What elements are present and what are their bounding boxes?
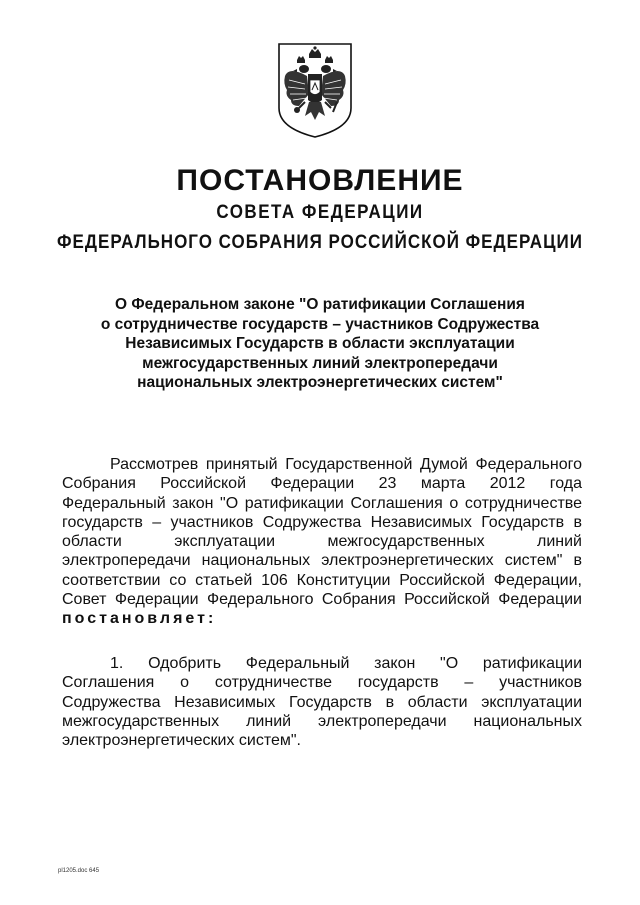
- body-line: Соглашения о сотрудничестве государств – участников: [62, 674, 582, 692]
- document-title: ПОСТАНОВЛЕНИЕ: [176, 164, 464, 197]
- subject-line: межгосударственных линий электропередачи: [142, 354, 498, 372]
- resolution-verb: постановляет:: [62, 610, 217, 628]
- subject-line: Независимых Государств в области эксплуатации: [125, 335, 515, 352]
- document-subtitle-council: СОВЕТА ФЕДЕРАЦИИ: [216, 200, 424, 223]
- body-line: Совет Федерации Федерального Собрания Российской Федерации: [62, 591, 582, 609]
- subject-line: о сотрудничестве государств – участников Содружества: [100, 315, 540, 333]
- body-paragraph-preamble: [62, 455, 582, 629]
- body-line: государств – участников Содружества Независимых Государств в: [62, 513, 582, 531]
- body-line: электропередачи национальных электроэнергетических систем" в: [62, 552, 582, 570]
- subject-line: национальных электроэнергетических систем": [137, 374, 503, 391]
- body-line: 1. Одобрить Федеральный закон "О ратификации: [110, 655, 582, 672]
- document-subtitle-assembly: ФЕДЕРАЛЬНОГО СОБРАНИЯ РОССИЙСКОЙ ФЕДЕРАЦИИ: [57, 230, 583, 253]
- body-line: Рассмотрев принятый Государственной Думой Федерального: [110, 456, 582, 473]
- body-line: Содружества Независимых Государств в области эксплуатации: [62, 693, 582, 711]
- document-code: pl1205.doc 645: [58, 868, 100, 874]
- body-line: соответствии со статьей 106 Конституции Российской Федерации,: [62, 571, 582, 589]
- subject-line: О Федеральном законе "О ратификации Соглашения: [115, 296, 525, 313]
- body-line: Федеральный закон "О ратификации Соглашения о сотрудничестве: [62, 494, 582, 512]
- body-paragraph-clause-1: [62, 654, 582, 750]
- body-line: межгосударственных линий электропередачи национальных: [62, 712, 582, 730]
- body-line: Собрания Российской Федерации 23 марта 2012 года: [62, 475, 582, 493]
- body-line: электроэнергетических систем".: [62, 732, 301, 750]
- document-subject: [90, 295, 550, 393]
- body-line: области эксплуатации межгосударственных линий: [62, 533, 582, 551]
- state-emblem-icon: [275, 40, 355, 140]
